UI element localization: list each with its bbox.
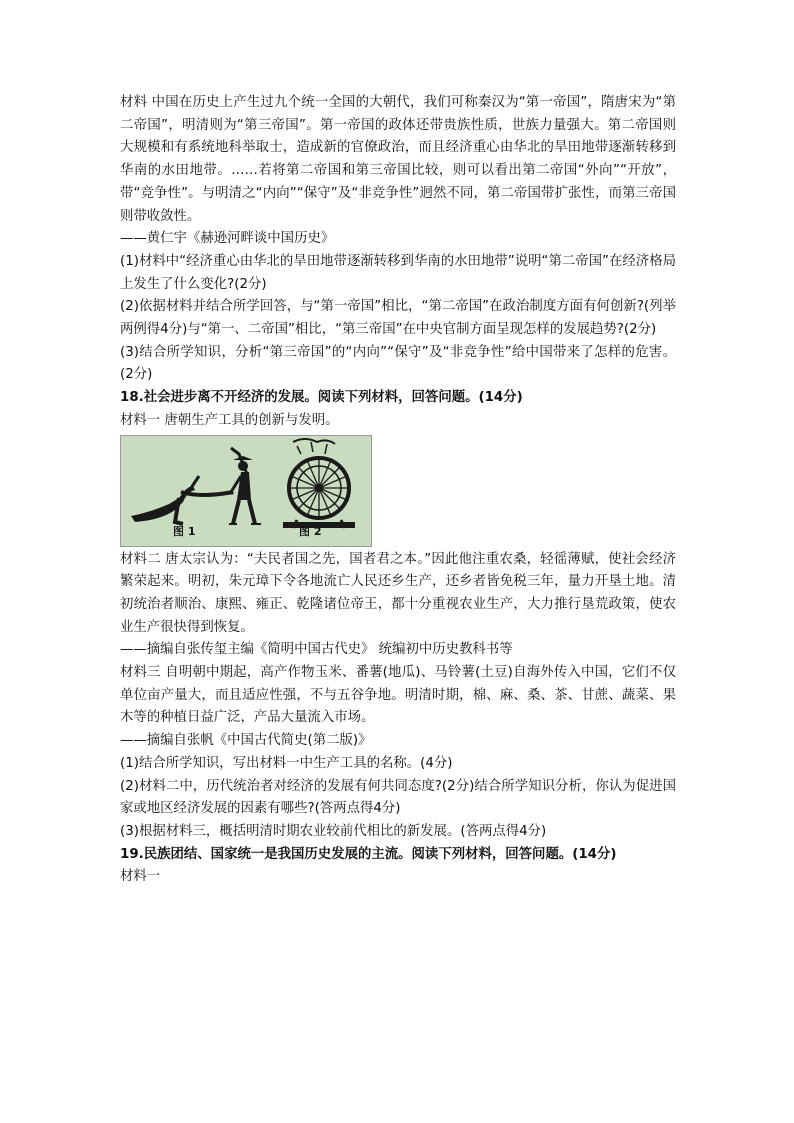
tools-illustration — [121, 436, 371, 546]
material-19-1-title: 材料一 — [120, 869, 161, 885]
material-18-2: 材料二 唐太宗认为：“夫民者国之先，国者君之本。”因此他注重农桑，轻徭薄赋，使社会经济繁荣起来。明初，朱元璋下令各地流亡人民还乡生产，还乡者皆免税三年，量力开垦土地。清初统治者顺治、康熙、雍正、乾隆诸位帝王，都十分重视农业生产，大力推行垦荒政策，使农业生产很快得到恢复。 — [120, 551, 676, 635]
exam-page — [120, 92, 676, 889]
question-19-stem: 19.民族团结、国家统一是我国历史发展的主流。阅读下列材料，回答问题。(14分) — [120, 846, 617, 862]
question-18-2: (2)材料二中，历代统治者对经济的发展有何共同态度?(2分)结合所学知识分析，你认为促进国家或地区经济发展的因素有哪些?(答两点得4分) — [120, 778, 676, 817]
material-17-source: ——黄仁宇《赫逊河畔谈中国历史》 — [120, 231, 335, 247]
material-18-2-source: ——摘编自张传玺主编《简明中国古代史》 统编初中历史教科书等 — [120, 642, 513, 658]
material-18-3-source: ——摘编自张帆《中国古代简史(第二版)》 — [120, 733, 372, 749]
question-18-stem: 18.社会进步离不开经济的发展。阅读下列材料，回答问题。(14分) — [120, 390, 523, 406]
question-18-1: (1)结合所学知识，写出材料一中生产工具的名称。(4分) — [120, 755, 453, 771]
question-18-3: (3)根据材料三，概括明清时期农业较前代相比的新发展。(答两点得4分) — [120, 823, 547, 839]
material-18-1-title: 材料一 唐朝生产工具的创新与发明。 — [120, 412, 339, 428]
curved-plow-image — [131, 448, 261, 524]
question-17-1: (1)材料中“经济重心由华北的旱田地带逐渐转移到华南的水田地带”说明“第二帝国”在经济格局上发生了什么变化?(2分) — [120, 253, 676, 292]
tools-figure — [120, 435, 372, 547]
water-wheel-image — [283, 439, 355, 528]
question-17-3: (3)结合所学知识，分析“第三帝国”的“内向”“保守”及“非竞争性”给中国带来了怎样的危害。(2分) — [120, 344, 676, 383]
figure-1-caption: 图 1 — [173, 524, 196, 538]
question-17-2: (2)依据材料并结合所学回答，与“第一帝国”相比，“第二帝国”在政治制度方面有何创新?(列举两例得4分)与“第一、二帝国”相比，“第三帝国”在中央官制方面呈现怎样的发展趋势?(2分) — [120, 299, 676, 338]
material-17-text: 材料 中国在历史上产生过九个统一全国的大朝代，我们可称秦汉为“第一帝国”，隋唐宋为“第二帝国”，明清则为“第三帝国”。第一帝国的政体还带贵族性质，世族力量强大。第二帝国则大规模和有系统地科举取士，造成新的官僚政治，而且经济重心由华北的旱田地带逐渐转移到华南的水田地带。……若将第二帝国和第三帝国比较，则可以看出第二帝国“外向”“开放”，带“竞争性”。与明清之“内向”“保守”及“非竞争性”迥然不同，第二帝国带扩张性，而第三帝国则带收敛性。 — [120, 95, 676, 224]
material-18-3: 材料三 自明朝中期起，高产作物玉米、番薯(地瓜)、马铃薯(土豆)自海外传入中国，它们不仅单位亩产量大，而且适应性强，不与五谷争地。明清时期，棉、麻、桑、茶、甘蔗、蔬菜、果木等的种植日益广泛，产品大量流入市场。 — [120, 665, 676, 726]
figure-2-caption: 图 2 — [299, 524, 322, 538]
